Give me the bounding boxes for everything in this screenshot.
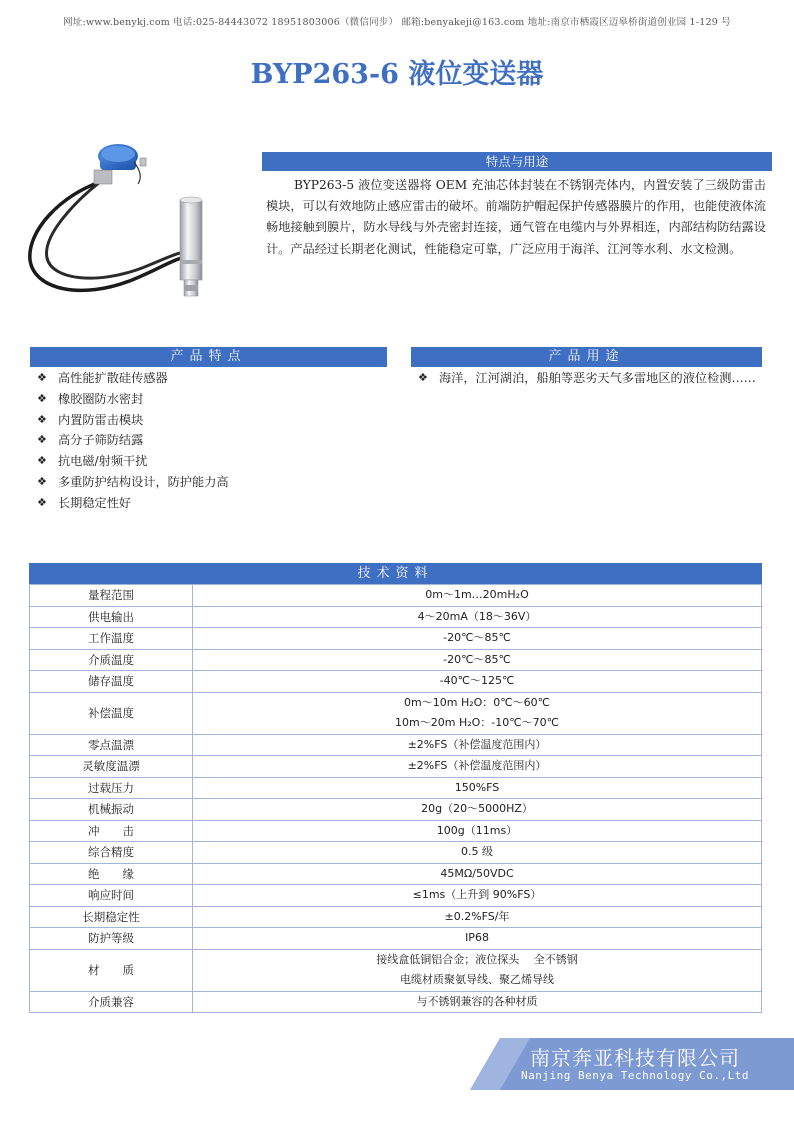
company-name-en: Nanjing Benya Technology Co.,Ltd [521, 1069, 749, 1082]
list-item: ❖ 海洋，江河湖泊，船舶等恶劣天气多雷地区的液位检测…… [411, 368, 762, 389]
spec-value [193, 991, 762, 1013]
table-row [30, 756, 762, 778]
spec-value [193, 756, 762, 778]
list-item: ❖ 多重防护结构设计，防护能力高 [30, 472, 387, 493]
spec-label: 供电输出 [30, 606, 193, 628]
spec-label: 防护等级 [30, 928, 193, 950]
intro-heading: 特点与用途 [485, 154, 549, 169]
table-row [30, 820, 762, 842]
bullet-icon: ❖ [37, 474, 47, 488]
table-row [30, 863, 762, 885]
table-row [30, 928, 762, 950]
spec-value-line: ±2%FS（补偿温度范围内） [407, 759, 547, 772]
list-item: ❖ 长期稳定性好 [30, 493, 387, 514]
spec-value-line: IP68 [465, 931, 489, 944]
spec-value-line: 45MΩ/50VDC [440, 866, 514, 880]
spec-label: 储存温度 [30, 671, 193, 693]
spec-value-line: 0m～10m H₂O：0℃～60℃ [404, 695, 550, 709]
spec-value-line: 100g（11ms） [436, 823, 518, 837]
spec-value [193, 671, 762, 693]
bullet-icon: ❖ [418, 371, 428, 384]
spec-value [193, 734, 762, 756]
list-item: ❖ 抗电磁/射频干扰 [30, 451, 387, 472]
spec-value-line: ±0.2%FS/年 [444, 909, 510, 923]
spec-value-line: ≤1ms（上升到 90%FS） [412, 888, 542, 901]
page-title: BYP263-6 液位变送器 [250, 59, 544, 90]
spec-value [193, 906, 762, 928]
spec-label: 综合精度 [30, 842, 193, 864]
list-item: ❖ 高性能扩散硅传感器 [30, 368, 387, 389]
spec-label: 灵敏度温漂 [30, 756, 193, 778]
spec-value [193, 820, 762, 842]
bullet-icon: ❖ [37, 433, 47, 447]
spec-value-line: -20℃～85℃ [443, 631, 511, 644]
spec-value-line: 10m～20m H₂O：-10℃～70℃ [395, 716, 559, 729]
table-row [30, 734, 762, 756]
features-heading: 产品特点 [170, 349, 247, 364]
bullet-icon: ❖ [37, 371, 47, 384]
features-list [30, 368, 387, 514]
spec-value-line: 0.5 级 [461, 845, 493, 858]
product-image [22, 140, 232, 320]
table-row [30, 842, 762, 864]
spec-label: 介质温度 [30, 649, 193, 671]
bullet-icon: ❖ [37, 454, 47, 468]
specs-heading-bar [29, 563, 762, 584]
spec-label: 冲 击 [30, 820, 193, 842]
bullet-icon: ❖ [37, 391, 47, 405]
spec-value-line: 20g（20～5000HZ） [421, 802, 533, 815]
bullet-icon: ❖ [37, 412, 47, 426]
company-name-cn: 南京奔亚科技有限公司 [530, 1046, 740, 1070]
table-row [30, 885, 762, 907]
spec-label: 零点温漂 [30, 734, 193, 756]
spec-value-line: 接线盒低铜铝合金；液位探头 全不锈钢 [376, 952, 578, 966]
spec-value-line: 4～20mA（18～36V） [417, 609, 537, 623]
header-contact-line: 网址:www.benykj.com 电话:025-84443072 18951803006（微信同步） 邮箱:benyakeji@163.com 地址:南京市栖霞区迈皋桥街道创业园 1-129 号 [63, 17, 731, 28]
spec-label: 补偿温度 [30, 692, 193, 734]
spec-value [193, 692, 762, 734]
table-row [30, 799, 762, 821]
spec-value [193, 628, 762, 650]
spec-label: 过载压力 [30, 777, 193, 799]
spec-label: 材 质 [30, 949, 193, 991]
spec-value [193, 863, 762, 885]
spec-value [193, 585, 762, 607]
table-row [30, 777, 762, 799]
spec-value [193, 799, 762, 821]
applications-heading-bar [411, 347, 762, 367]
list-item: ❖ 内置防雷击模块 [30, 410, 387, 431]
spec-value [193, 777, 762, 799]
spec-value-line: -20℃～85℃ [443, 652, 511, 666]
spec-value-line: 与不锈钢兼容的各种材质 [416, 994, 538, 1008]
intro-text: BYP263-5 液位变送器将 OEM 充油芯体封装在不锈钢壳体内，内置安装了三级防雷击模块，可以有效地防止感应雷击的破坏。前端防护帽起保护传感器膜片的作用，也能使液体流畅地接触到膜片，防水导线与外壳密封连接，通气管在电缆内与外界相连，内部结构防结露设计。产品经过长期老化测试，性能稳定可靠，广泛应用于海洋、江河等水利、水文检测。 [266, 178, 766, 256]
specs-heading: 技术资料 [357, 566, 434, 581]
spec-label: 介质兼容 [30, 991, 193, 1013]
table-row [30, 991, 762, 1013]
spec-value-line: ±2%FS（补偿温度范围内） [407, 737, 547, 751]
spec-label: 绝 缘 [30, 863, 193, 885]
bullet-icon: ❖ [37, 495, 47, 509]
table-row [30, 585, 762, 607]
list-item: ❖ 橡胶圈防水密封 [30, 389, 387, 410]
intro-heading-bar [262, 152, 772, 171]
list-item: ❖ 高分子筛防结露 [30, 430, 387, 451]
table-row [30, 606, 762, 628]
spec-value [193, 606, 762, 628]
spec-value [193, 928, 762, 950]
table-row [30, 906, 762, 928]
spec-label: 响应时间 [30, 885, 193, 907]
table-row [30, 949, 762, 991]
spec-value-line: -40℃～125℃ [439, 674, 515, 687]
spec-value-line: 电缆材质聚氨导线、聚乙烯导线 [400, 973, 554, 986]
features-heading-bar [30, 347, 387, 367]
spec-value [193, 885, 762, 907]
table-row [30, 628, 762, 650]
spec-value-line: 0m～1m…20mH₂O [425, 588, 529, 601]
applications-heading: 产品用途 [548, 349, 625, 364]
spec-value [193, 649, 762, 671]
spec-value [193, 842, 762, 864]
spec-label: 机械振动 [30, 799, 193, 821]
table-row [30, 692, 762, 734]
spec-value-line: 150%FS [454, 780, 500, 794]
spec-label: 量程范围 [30, 585, 193, 607]
spec-value [193, 949, 762, 991]
table-row [30, 671, 762, 693]
applications-list [411, 368, 762, 389]
table-row [30, 649, 762, 671]
specs-table [29, 584, 762, 1013]
spec-label: 长期稳定性 [30, 906, 193, 928]
spec-label: 工作温度 [30, 628, 193, 650]
